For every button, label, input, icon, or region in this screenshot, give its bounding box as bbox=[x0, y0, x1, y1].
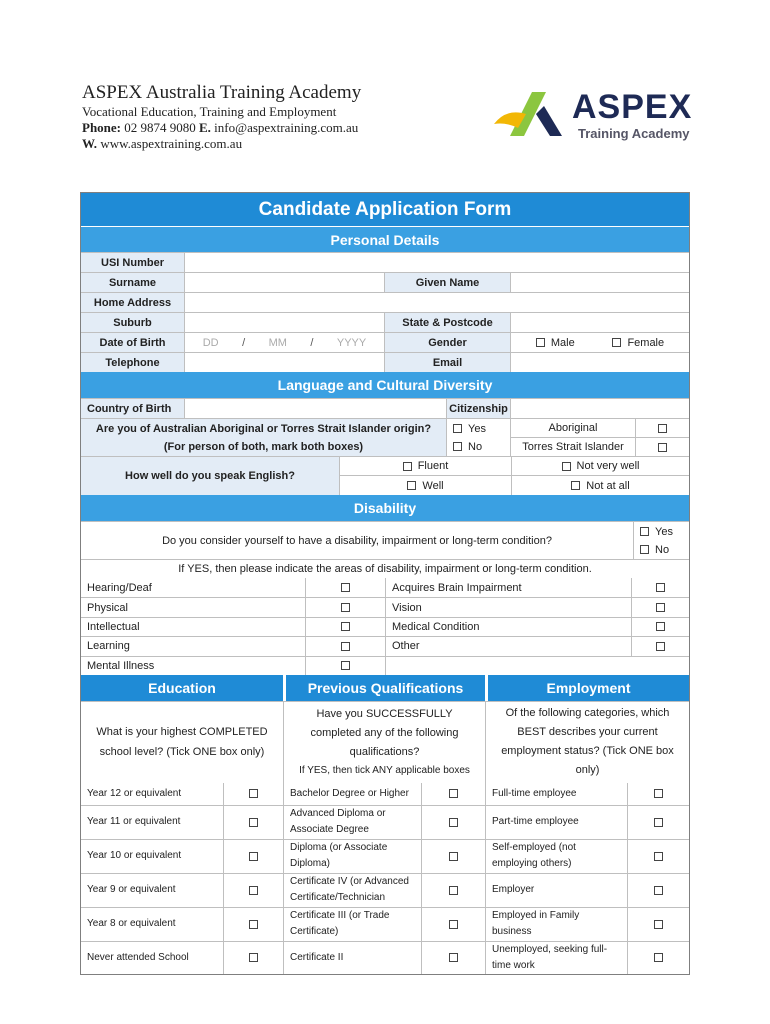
logo-text: ASPEX bbox=[572, 88, 693, 126]
employment-status-label: Employed in Family business bbox=[485, 908, 627, 941]
disability-area-label: Hearing/Deaf bbox=[87, 581, 152, 594]
disability-area-label: Mental Illness bbox=[87, 659, 155, 672]
disability-area-checkbox[interactable] bbox=[341, 603, 350, 612]
employment-question: Of the following categories, which BEST describes your current employment status? (Tick ONE box only) bbox=[485, 702, 689, 783]
empty-cell bbox=[385, 657, 689, 675]
disability-row bbox=[81, 597, 689, 616]
qualification-checkbox[interactable] bbox=[449, 953, 458, 962]
disability-no-checkbox[interactable] bbox=[640, 545, 649, 554]
education-level-box[interactable] bbox=[223, 908, 283, 941]
disability-area-box[interactable] bbox=[305, 637, 385, 655]
disability-area-checkbox[interactable] bbox=[341, 642, 350, 651]
fluent-checkbox[interactable] bbox=[403, 462, 412, 471]
tsi-checkbox[interactable] bbox=[658, 443, 667, 452]
qualification-label: Bachelor Degree or Higher bbox=[283, 783, 421, 805]
education-level-checkbox[interactable] bbox=[249, 920, 258, 929]
qualification-label: Certificate II bbox=[283, 942, 421, 974]
fluent-option[interactable]: Fluent bbox=[340, 457, 511, 475]
disability-heading: Disability bbox=[81, 495, 689, 521]
employment-status-label: Self-employed (not employing others) bbox=[485, 840, 627, 873]
qualification-box[interactable] bbox=[421, 908, 485, 941]
disability-no-option[interactable]: No bbox=[640, 541, 669, 559]
qualification-box[interactable] bbox=[421, 840, 485, 873]
disability-row bbox=[81, 578, 689, 597]
education-level-label: Never attended School bbox=[87, 951, 189, 963]
qualification-checkbox[interactable] bbox=[449, 789, 458, 798]
disability-area-label: Medical Condition bbox=[385, 618, 631, 636]
form-title: Candidate Application Form bbox=[81, 193, 689, 226]
disability-area-label: Physical bbox=[87, 601, 128, 614]
citizenship-label: Citizenship bbox=[446, 399, 510, 418]
qualification-checkbox[interactable] bbox=[449, 818, 458, 827]
disability-area-box[interactable] bbox=[631, 578, 689, 597]
disability-area-checkbox[interactable] bbox=[341, 622, 350, 631]
qualification-box[interactable] bbox=[421, 806, 485, 839]
org-tagline: Vocational Education, Training and Employment bbox=[82, 104, 337, 119]
not-very-well-option[interactable]: Not very well bbox=[511, 457, 689, 475]
education-heading: Education bbox=[81, 675, 283, 701]
aboriginal-box[interactable] bbox=[635, 419, 689, 437]
employment-status-label: Employer bbox=[485, 874, 627, 907]
gender-male-option[interactable]: Male bbox=[536, 337, 575, 349]
disability-area-box[interactable] bbox=[305, 618, 385, 636]
status-row bbox=[81, 907, 689, 941]
dob-label: Date of Birth bbox=[81, 333, 184, 352]
education-level-box[interactable] bbox=[223, 783, 283, 805]
employment-status-checkbox[interactable] bbox=[654, 953, 663, 962]
education-level-label: Year 10 or equivalent bbox=[87, 850, 182, 862]
qualification-checkbox[interactable] bbox=[449, 886, 458, 895]
employment-status-box[interactable] bbox=[627, 840, 689, 873]
home-address-label: Home Address bbox=[81, 293, 184, 312]
email-label: Email bbox=[384, 353, 510, 372]
education-qualifications-employment-list bbox=[81, 783, 689, 974]
aboriginal-no-checkbox[interactable] bbox=[453, 442, 462, 451]
disability-area-checkbox[interactable] bbox=[656, 622, 665, 631]
logo-mark-icon bbox=[492, 84, 572, 144]
disability-area-box[interactable] bbox=[631, 637, 689, 655]
education-level-label: Year 11 or equivalent bbox=[87, 816, 181, 828]
gender-options bbox=[510, 333, 689, 352]
disability-area-box[interactable] bbox=[305, 578, 385, 597]
disability-area-checkbox[interactable] bbox=[656, 603, 665, 612]
usi-label: USI Number bbox=[81, 253, 184, 272]
aspex-logo bbox=[492, 84, 702, 144]
not-at-all-option[interactable]: Not at all bbox=[511, 476, 689, 495]
disability-area-box[interactable] bbox=[631, 618, 689, 636]
female-checkbox[interactable] bbox=[612, 338, 621, 347]
status-row bbox=[81, 805, 689, 839]
surname-field[interactable] bbox=[184, 273, 384, 292]
employment-status-checkbox[interactable] bbox=[654, 818, 663, 827]
disability-area-label: Intellectual bbox=[87, 620, 140, 633]
employment-status-box[interactable] bbox=[627, 783, 689, 805]
employment-status-label: Full-time employee bbox=[485, 783, 627, 805]
tsi-label: Torres Strait Islander bbox=[522, 441, 624, 453]
disability-row bbox=[81, 617, 689, 636]
qualification-checkbox[interactable] bbox=[449, 920, 458, 929]
disability-area-label: Other bbox=[385, 637, 631, 655]
disability-area-box[interactable] bbox=[631, 598, 689, 616]
disability-area-checkbox[interactable] bbox=[341, 583, 350, 592]
qualification-box[interactable] bbox=[421, 874, 485, 907]
disability-area-box[interactable] bbox=[305, 657, 385, 675]
telephone-label: Telephone bbox=[81, 353, 184, 372]
disability-area-box[interactable] bbox=[305, 598, 385, 616]
org-web: W. www.aspextraining.com.au bbox=[82, 136, 243, 151]
telephone-field[interactable] bbox=[184, 353, 384, 372]
country-of-birth-field[interactable] bbox=[184, 399, 446, 418]
personal-details-heading: Personal Details bbox=[81, 226, 689, 252]
disability-question: Do you consider yourself to have a disability, impairment or long-term condition? bbox=[162, 534, 552, 547]
aboriginal-question: Are you of Australian Aboriginal or Torres Strait Islander origin? (For person of both, mark both boxes) bbox=[81, 419, 446, 456]
logo-subtext: Training Academy bbox=[578, 126, 690, 141]
disability-yes-option[interactable]: Yes bbox=[640, 523, 673, 541]
education-question: What is your highest COMPLETED school level? (Tick ONE box only) bbox=[96, 726, 268, 759]
qualifications-note: If YES, then tick ANY applicable boxes bbox=[299, 764, 470, 776]
english-question: How well do you speak English? bbox=[81, 457, 339, 495]
employment-status-box[interactable] bbox=[627, 942, 689, 974]
disability-area-checkbox[interactable] bbox=[341, 661, 350, 670]
education-level-box[interactable] bbox=[223, 840, 283, 873]
usi-field[interactable] bbox=[184, 253, 689, 272]
letterhead bbox=[82, 82, 702, 162]
education-level-checkbox[interactable] bbox=[249, 789, 258, 798]
male-checkbox[interactable] bbox=[536, 338, 545, 347]
education-level-label: Year 8 or equivalent bbox=[87, 918, 176, 930]
home-address-field[interactable] bbox=[184, 293, 689, 312]
aboriginal-label: Aboriginal bbox=[548, 422, 598, 434]
qualification-label: Advanced Diploma or Associate Degree bbox=[283, 806, 421, 839]
dob-field[interactable]: DD / MM / YYYY bbox=[184, 333, 384, 352]
status-row bbox=[81, 941, 689, 974]
application-form bbox=[80, 192, 690, 975]
disability-areas-list bbox=[81, 578, 689, 675]
aboriginal-no-option[interactable]: No bbox=[453, 438, 482, 456]
english-options bbox=[339, 457, 689, 495]
employment-status-checkbox[interactable] bbox=[654, 852, 663, 861]
not-very-well-checkbox[interactable] bbox=[562, 462, 571, 471]
state-postcode-label: State & Postcode bbox=[384, 313, 510, 332]
email-field[interactable] bbox=[510, 353, 689, 372]
given-name-field[interactable] bbox=[510, 273, 689, 292]
employment-status-checkbox[interactable] bbox=[654, 789, 663, 798]
employment-status-label: Part-time employee bbox=[485, 806, 627, 839]
qualifications-question-cell bbox=[283, 702, 485, 783]
education-level-checkbox[interactable] bbox=[249, 818, 258, 827]
qualifications-question: Have you SUCCESSFULLY completed any of the following qualifications? bbox=[310, 707, 459, 758]
disability-area-label: Learning bbox=[87, 640, 130, 653]
employment-status-box[interactable] bbox=[627, 908, 689, 941]
employment-status-checkbox[interactable] bbox=[654, 886, 663, 895]
disability-area-checkbox[interactable] bbox=[656, 583, 665, 592]
disability-area-checkbox[interactable] bbox=[656, 642, 665, 651]
disability-yes-no bbox=[633, 522, 689, 559]
aboriginal-yes-no bbox=[446, 419, 510, 456]
employment-heading: Employment bbox=[485, 675, 689, 701]
aboriginal-yes-checkbox[interactable] bbox=[453, 424, 462, 433]
gender-label: Gender bbox=[384, 333, 510, 352]
given-name-label: Given Name bbox=[384, 273, 510, 292]
citizenship-field[interactable] bbox=[510, 399, 689, 418]
suburb-label: Suburb bbox=[81, 313, 184, 332]
education-level-checkbox[interactable] bbox=[249, 852, 258, 861]
employment-status-box[interactable] bbox=[627, 806, 689, 839]
well-option[interactable]: Well bbox=[340, 476, 511, 495]
status-row bbox=[81, 783, 689, 805]
status-row bbox=[81, 873, 689, 907]
aboriginal-yes-option[interactable]: Yes bbox=[453, 420, 486, 438]
not-at-all-checkbox[interactable] bbox=[571, 481, 580, 490]
well-checkbox[interactable] bbox=[407, 481, 416, 490]
gender-female-option[interactable]: Female bbox=[612, 337, 664, 349]
qualification-checkbox[interactable] bbox=[449, 852, 458, 861]
origin-options bbox=[510, 419, 689, 456]
employment-status-label: Unemployed, seeking full-time work bbox=[485, 942, 627, 974]
disability-areas-note: If YES, then please indicate the areas of disability, impairment or long-term condition. bbox=[178, 563, 592, 575]
qualifications-heading: Previous Qualifications bbox=[283, 675, 485, 701]
surname-label: Surname bbox=[81, 273, 184, 292]
education-level-label: Year 9 or equivalent bbox=[87, 884, 176, 896]
language-heading: Language and Cultural Diversity bbox=[81, 372, 689, 398]
disability-area-label: Vision bbox=[385, 598, 631, 616]
country-of-birth-label: Country of Birth bbox=[81, 399, 184, 418]
disability-row bbox=[81, 656, 689, 675]
education-level-label: Year 12 or equivalent bbox=[87, 787, 182, 799]
tsi-box[interactable] bbox=[635, 438, 689, 456]
status-row bbox=[81, 839, 689, 873]
qualification-label: Certificate III (or Trade Certificate) bbox=[283, 908, 421, 941]
org-name: ASPEX Australia Training Academy bbox=[82, 82, 362, 103]
suburb-field[interactable] bbox=[184, 313, 384, 332]
qualification-label: Diploma (or Associate Diploma) bbox=[283, 840, 421, 873]
disability-row bbox=[81, 636, 689, 655]
qualification-box[interactable] bbox=[421, 783, 485, 805]
aboriginal-checkbox[interactable] bbox=[658, 424, 667, 433]
qualification-label: Certificate IV (or Advanced Certificate/Technician bbox=[283, 874, 421, 907]
education-level-box[interactable] bbox=[223, 806, 283, 839]
education-level-checkbox[interactable] bbox=[249, 953, 258, 962]
disability-yes-checkbox[interactable] bbox=[640, 527, 649, 536]
education-level-box[interactable] bbox=[223, 874, 283, 907]
employment-status-box[interactable] bbox=[627, 874, 689, 907]
org-contact: Phone: 02 9874 9080 E. info@aspextraining.com.au bbox=[82, 120, 359, 135]
disability-area-label: Acquires Brain Impairment bbox=[385, 578, 631, 597]
state-postcode-field[interactable] bbox=[510, 313, 689, 332]
employment-status-checkbox[interactable] bbox=[654, 920, 663, 929]
education-level-checkbox[interactable] bbox=[249, 886, 258, 895]
qualification-box[interactable] bbox=[421, 942, 485, 974]
education-level-box[interactable] bbox=[223, 942, 283, 974]
